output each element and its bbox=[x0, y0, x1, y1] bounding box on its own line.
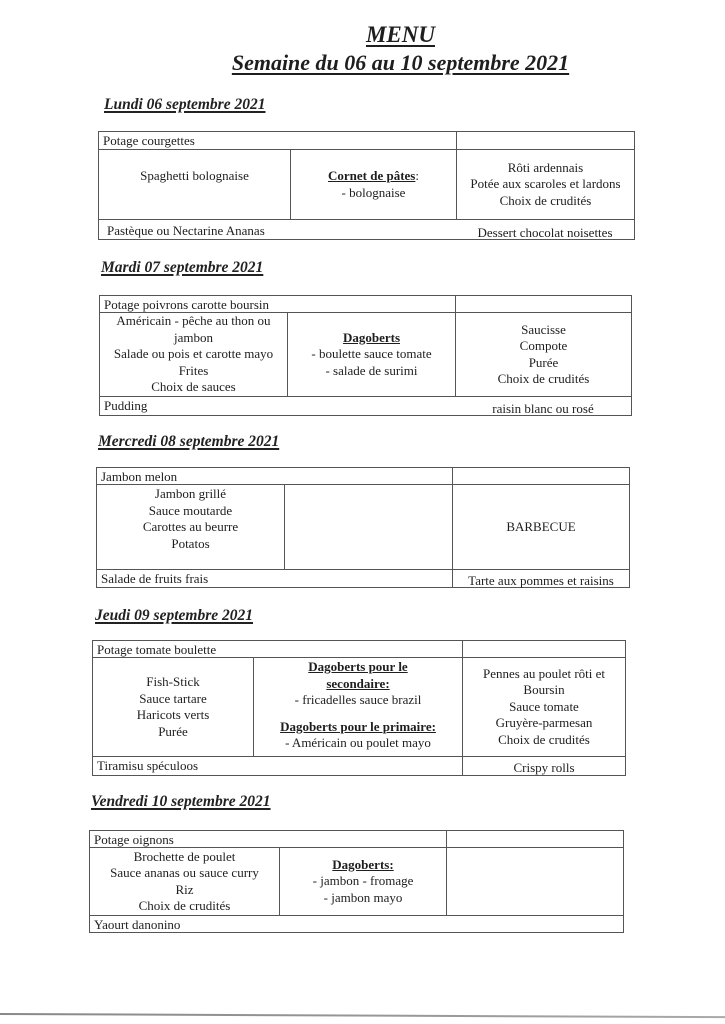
main-dish-line: Choix de sauces bbox=[151, 379, 236, 395]
colon: : bbox=[415, 168, 419, 183]
alternative-dish-cell bbox=[253, 658, 462, 756]
dessert-row bbox=[100, 397, 631, 416]
day-heading-mercredi: Mercredi 08 septembre 2021 bbox=[98, 433, 280, 450]
dessert-left-cell: Salade de fruits frais bbox=[101, 571, 209, 586]
soup-row bbox=[100, 296, 631, 313]
empty-cell bbox=[456, 132, 634, 149]
main-dish-line: Spaghetti bolognaise bbox=[140, 168, 249, 183]
third-option-cell-empty bbox=[446, 848, 623, 915]
main-row bbox=[99, 150, 634, 220]
secondary-item: - fricadelles sauce brazil bbox=[294, 692, 422, 707]
main-dish-line: Sauce ananas ou sauce curry bbox=[110, 865, 259, 880]
menu-table-jeudi bbox=[92, 640, 626, 776]
alternative-dish-cell-empty bbox=[284, 485, 452, 569]
week-subtitle: Semaine du 06 au 10 septembre 2021 bbox=[231, 50, 570, 75]
main-dish-line: Choix de crudités bbox=[138, 898, 231, 913]
main-dish-line: Brochette de poulet bbox=[133, 848, 236, 864]
menu-table-mercredi bbox=[96, 467, 630, 588]
primary-item: - Américain ou poulet mayo bbox=[285, 735, 431, 750]
alternative-dish-line: - boulette sauce tomate bbox=[311, 346, 432, 362]
menu-title: MENU bbox=[365, 22, 435, 47]
third-option-line: Compote bbox=[519, 338, 568, 353]
alternative-dish-cell bbox=[290, 150, 456, 219]
third-option-line: Purée bbox=[528, 354, 559, 370]
main-dish-line: Carottes au beurre bbox=[142, 519, 239, 534]
main-dish-line: Jambon grillé bbox=[154, 486, 227, 501]
main-dish-line: Américain - pêche au thon ou bbox=[116, 313, 271, 329]
main-dish-cell bbox=[99, 150, 290, 219]
third-option-cell bbox=[452, 485, 629, 569]
secondary-title: Dagoberts pour le bbox=[308, 659, 408, 674]
primary-title: Dagoberts pour le primaire: bbox=[280, 718, 436, 734]
secondary-title-cont: secondaire: bbox=[326, 675, 390, 691]
alternative-dish-line: - jambon - fromage bbox=[312, 873, 414, 889]
main-dish-line: Haricots verts bbox=[136, 707, 210, 722]
dessert-right-cell: raisin blanc ou rosé bbox=[492, 400, 594, 416]
soup-row bbox=[99, 132, 634, 150]
third-option-cell bbox=[456, 150, 634, 219]
main-row bbox=[100, 313, 631, 397]
dessert-row bbox=[99, 220, 634, 240]
dessert-left-cell: Pudding bbox=[104, 398, 148, 413]
empty-cell bbox=[462, 641, 625, 657]
soup-row bbox=[90, 831, 623, 848]
dessert-right-cell: Crispy rolls bbox=[462, 757, 625, 776]
menu-table-lundi bbox=[98, 131, 635, 240]
barbecue-label: BARBECUE bbox=[506, 518, 576, 534]
soup-cell: Potage courgettes bbox=[103, 133, 195, 148]
third-option-line: Choix de crudités bbox=[498, 731, 590, 747]
main-row bbox=[90, 848, 623, 916]
day-heading-mardi: Mardi 07 septembre 2021 bbox=[101, 259, 264, 276]
soup-row bbox=[97, 468, 629, 485]
main-dish-line: jambon bbox=[174, 329, 213, 345]
empty-cell bbox=[455, 296, 631, 312]
dessert-row bbox=[97, 570, 629, 588]
main-dish-line: Sauce tartare bbox=[139, 690, 207, 706]
alternative-dish-title: Dagoberts bbox=[342, 329, 401, 345]
third-option-line: Potée aux scaroles et lardons bbox=[470, 176, 621, 192]
main-dish-cell bbox=[90, 848, 279, 915]
dessert-left-cell: Pastèque ou Nectarine Ananas bbox=[107, 223, 265, 238]
day-heading-jeudi: Jeudi 09 septembre 2021 bbox=[95, 607, 253, 624]
third-option-line: Rôti ardennais bbox=[507, 159, 584, 175]
menu-table-mardi bbox=[99, 295, 632, 416]
alternative-dish-title: Dagoberts: bbox=[332, 856, 394, 872]
third-option-line: Gruyère-parmesan bbox=[495, 715, 593, 731]
day-heading-vendredi: Vendredi 10 septembre 2021 bbox=[91, 793, 271, 810]
menu-table-vendredi bbox=[89, 830, 624, 933]
soup-cell: Potage poivrons carotte boursin bbox=[104, 297, 269, 312]
dessert-left-cell: Tiramisu spéculoos bbox=[97, 758, 198, 773]
main-dish-line: Riz bbox=[175, 881, 194, 897]
main-dish-cell bbox=[93, 658, 253, 756]
alternative-dish-cell bbox=[279, 848, 446, 915]
empty-cell bbox=[452, 468, 629, 484]
main-dish-cell bbox=[97, 485, 284, 569]
main-dish-line: Fish-Stick bbox=[146, 674, 200, 689]
main-dish-cell bbox=[100, 313, 287, 396]
dessert-right-cell: Dessert chocolat noisettes bbox=[477, 224, 613, 240]
main-dish-line: Sauce moutarde bbox=[148, 502, 233, 518]
soup-cell: Potage oignons bbox=[94, 832, 174, 847]
scan-edge-line bbox=[0, 1013, 725, 1018]
third-option-line: Boursin bbox=[523, 682, 565, 698]
dessert-left-cell: Yaourt danonino bbox=[94, 917, 181, 932]
main-dish-line: Salade ou pois et carotte mayo bbox=[113, 346, 274, 362]
main-row bbox=[97, 485, 629, 570]
dessert-row bbox=[93, 757, 625, 776]
main-dish-line: Potatos bbox=[171, 535, 210, 551]
day-heading-lundi: Lundi 06 septembre 2021 bbox=[104, 96, 266, 113]
alternative-dish-line: - jambon mayo bbox=[323, 889, 403, 905]
soup-row bbox=[93, 641, 625, 658]
empty-cell bbox=[446, 831, 623, 847]
dessert-row bbox=[90, 916, 623, 933]
alternative-dish-line: - bolognaise bbox=[341, 184, 406, 200]
alternative-dish-cell bbox=[287, 313, 455, 396]
main-dish-line: Frites bbox=[178, 362, 209, 378]
main-dish-line: Purée bbox=[158, 723, 188, 739]
third-option-line: Sauce tomate bbox=[509, 698, 579, 714]
soup-cell: Jambon melon bbox=[101, 469, 178, 484]
alternative-dish-line: - salade de surimi bbox=[325, 362, 418, 378]
soup-cell: Potage tomate boulette bbox=[97, 642, 217, 657]
third-option-line: Choix de crudités bbox=[497, 371, 590, 386]
third-option-line: Choix de crudités bbox=[499, 192, 592, 208]
third-option-line: Pennes au poulet rôti et bbox=[482, 665, 606, 681]
alternative-dish-title: Cornet de pâtes bbox=[327, 168, 416, 183]
third-option-cell bbox=[462, 658, 625, 756]
main-row bbox=[93, 658, 625, 757]
third-option-cell bbox=[455, 313, 631, 396]
third-option-line: Saucisse bbox=[521, 321, 566, 337]
dessert-right-cell: Tarte aux pommes et raisins bbox=[452, 570, 629, 588]
